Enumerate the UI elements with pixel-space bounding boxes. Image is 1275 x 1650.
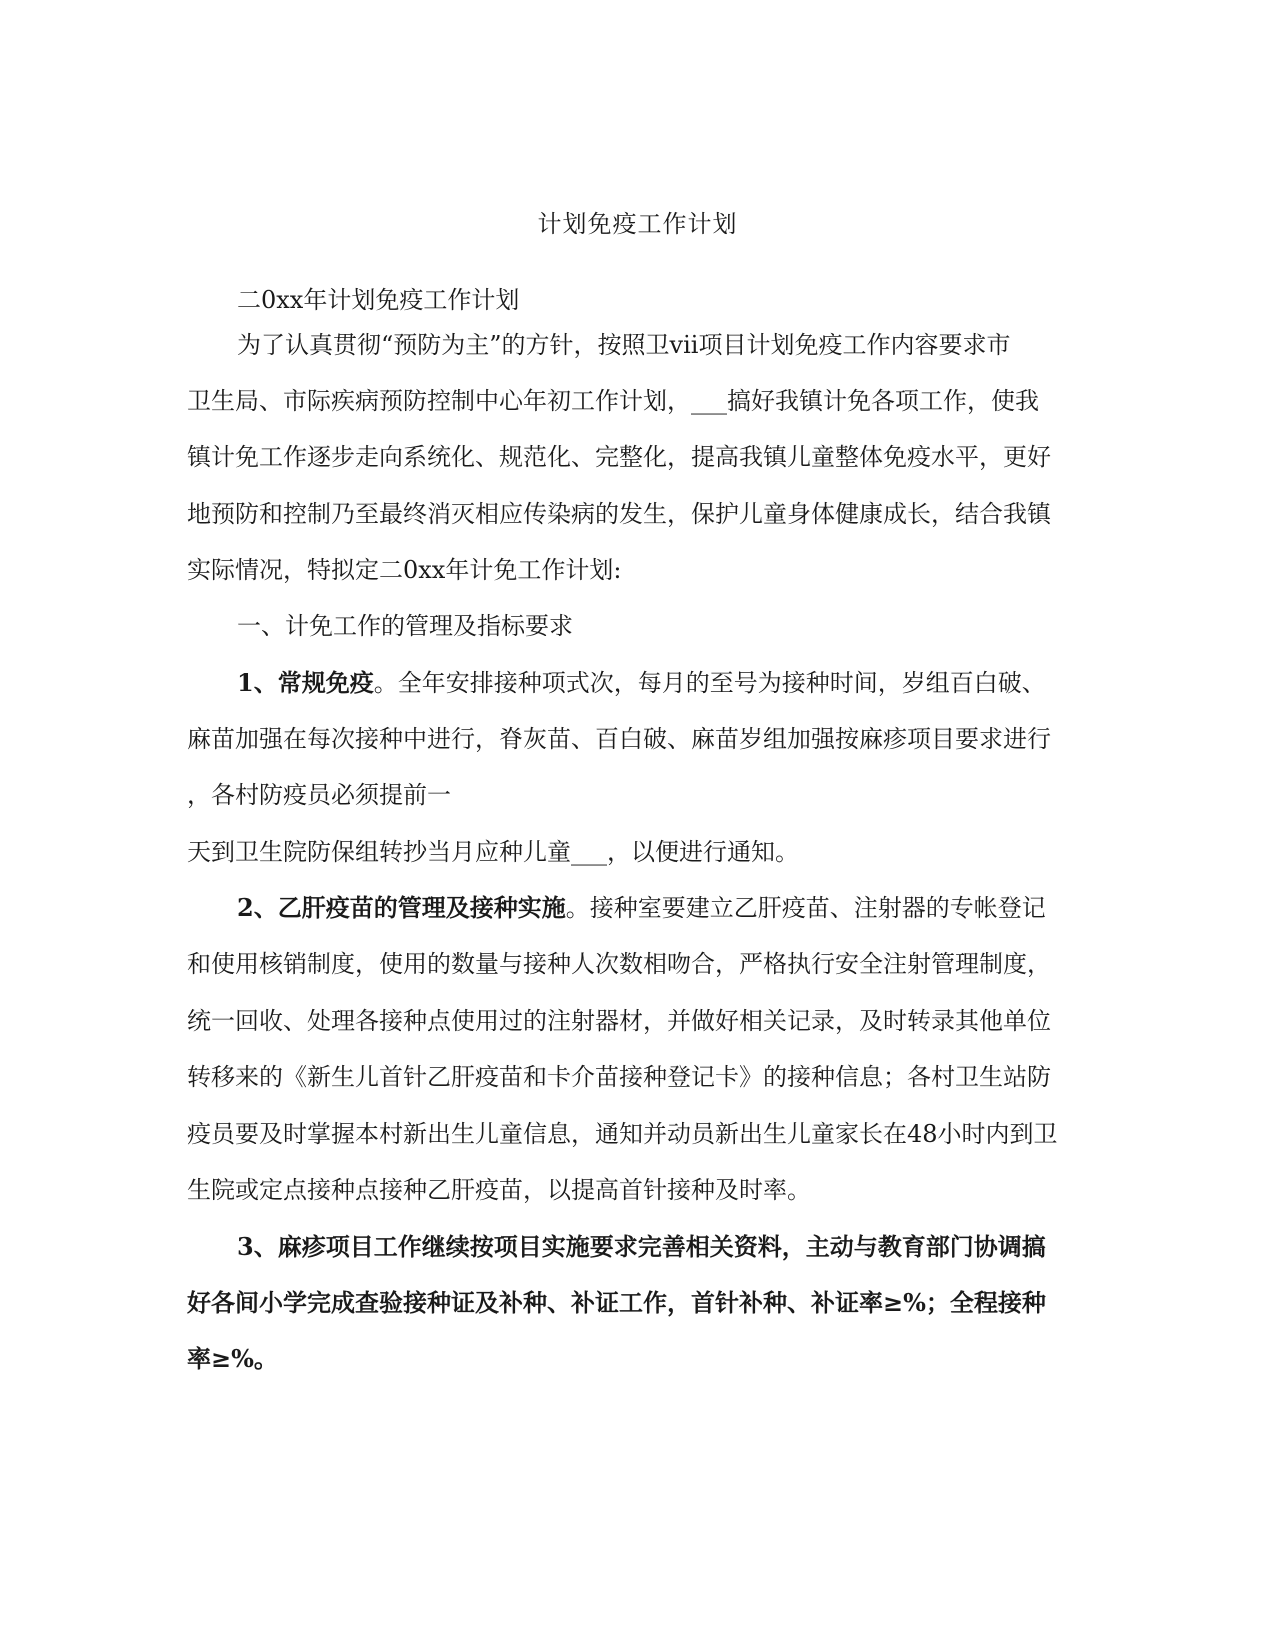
section-1-heading: 一、计免工作的管理及指标要求 — [237, 612, 573, 640]
item-2-line-2: 和使用核销制度，使用的数量与接种人次数相吻合，严格执行安全注射管理制度， — [187, 950, 1051, 978]
item-2-line-5: 疫员要及时掌握本村新出生儿童信息，通知并动员新出生儿童家长在48小时内到卫 — [187, 1120, 1058, 1148]
intro-line-4: 地预防和控制乃至最终消灭相应传染病的发生，保护儿童身体健康成长，结合我镇 — [187, 500, 1051, 528]
item-2-line-3: 统一回收、处理各接种点使用过的注射器材，并做好相关记录，及时转录其他单位 — [187, 1007, 1051, 1035]
item-2-heading: 2、乙肝疫苗的管理及接种实施 — [237, 893, 566, 922]
intro-line-2: 卫生局、市际疾病预防控制中心年初工作计划，___搞好我镇计免各项工作，使我 — [187, 387, 1039, 415]
item-1-line-4: 天到卫生院防保组转抄当月应种儿童___，以便进行通知。 — [187, 838, 799, 866]
item-1-line-1 — [237, 665, 1046, 701]
item-3-line-3: 率≥%。 — [187, 1344, 278, 1373]
intro-line-1: 为了认真贯彻“预防为主”的方针，按照卫vii项目计划免疫工作内容要求市 — [237, 331, 1011, 359]
document-subtitle: 二0xx年计划免疫工作计划 — [237, 286, 520, 314]
intro-line-5: 实际情况，特拟定二0xx年计免工作计划: — [187, 556, 622, 584]
item-1-line-1-text: 。全年安排接种项式次，每月的至号为接种时间，岁组百白破、 — [373, 669, 1046, 697]
item-1-heading: 1、常规免疫 — [237, 668, 374, 697]
document-title: 计划免疫工作计划 — [537, 210, 738, 238]
item-3-line-1: 3、麻疹项目工作继续按项目实施要求完善相关资料，主动与教育部门协调搞 — [237, 1232, 1046, 1261]
intro-line-3: 镇计免工作逐步走向系统化、规范化、完整化，提高我镇儿童整体免疫水平，更好 — [187, 443, 1051, 471]
item-1-line-3: ，各村防疫员必须提前一 — [187, 781, 451, 809]
item-1-line-2: 麻苗加强在每次接种中进行，脊灰苗、百白破、麻苗岁组加强按麻疹项目要求进行 — [187, 725, 1051, 753]
item-2-line-1-text: 。接种室要建立乙肝疫苗、注射器的专帐登记 — [565, 894, 1046, 922]
item-2-line-6: 生院或定点接种点接种乙肝疫苗，以提高首针接种及时率。 — [187, 1176, 811, 1204]
item-2-line-4: 转移来的《新生儿首针乙肝疫苗和卡介苗接种登记卡》的接种信息；各村卫生站防 — [187, 1063, 1051, 1091]
item-3-line-2: 好各间小学完成查验接种证及补种、补证工作，首针补种、补证率≥%；全程接种 — [187, 1288, 1046, 1317]
item-2-line-1 — [237, 890, 1046, 926]
